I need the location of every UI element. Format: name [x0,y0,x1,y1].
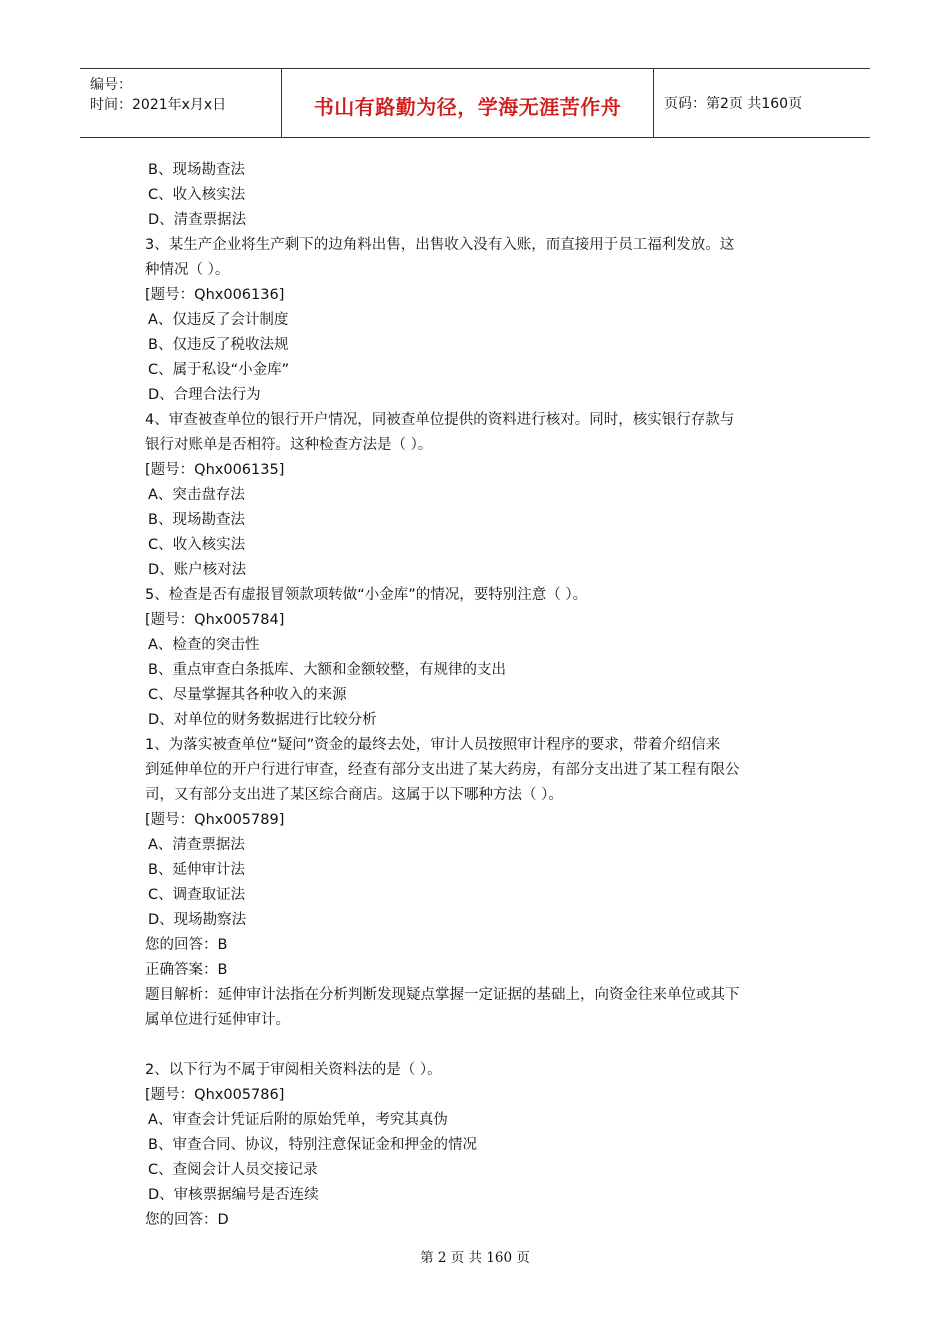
question-id: [题号：Qhx005789] [145,812,285,828]
question-text: 4、审查被查单位的银行开户情况，同被查单位提供的资料进行核对。同时，核实银行存款与 [145,412,735,428]
answer-option: C、属于私设“小金库” [148,362,290,378]
question-text: 正确答案：B [145,962,228,978]
page-footer: 第 2 页 共 160 页 [420,1250,530,1266]
question-text: 种情况（ ）。 [145,262,230,278]
answer-option: B、审查合同、协议，特别注意保证金和押金的情况 [148,1137,477,1153]
header-motto-cell [281,69,654,137]
answer-option: D、账户核对法 [148,562,247,578]
question-text: 2、以下行为不属于审阅相关资料法的是（ ）。 [145,1062,442,1078]
answer-option: A、清查票据法 [148,837,245,853]
answer-option: B、仅违反了税收法规 [148,337,289,353]
question-text: 到延伸单位的开户行进行审查，经查有部分支出进了某大药房，有部分支出进了某工程有限公 [145,762,740,778]
answer-option: B、重点审查白条抵库、大额和金额较整，有规律的支出 [148,662,506,678]
document-number-label: 编号： [90,77,132,93]
question-text: 司，又有部分支出进了某区综合商店。这属于以下哪种方法（ ）。 [145,787,563,803]
answer-option: C、尽量掌握其各种收入的来源 [148,687,347,703]
answer-option: A、仅违反了会计制度 [148,312,289,328]
answer-option: B、现场勘查法 [148,162,245,178]
header-meta [80,69,280,137]
answer-option: C、查阅会计人员交接记录 [148,1162,318,1178]
header-page-cell [654,69,870,137]
answer-option: A、检查的突击性 [148,637,260,653]
question-text: 5、检查是否有虚报冒领款项转做“小金库”的情况，要特别注意（ ）。 [145,587,588,603]
answer-option: D、合理合法行为 [148,387,261,403]
question-text: 1、为落实被查单位“疑问”资金的最终去处，审计人员按照审计程序的要求，带着介绍信来 [145,737,721,753]
header-page-info: 页码：第2页 共160页 [664,96,803,112]
question-id: [题号：Qhx005784] [145,612,285,628]
question-text: 属单位进行延伸审计。 [145,1012,290,1028]
answer-option: D、对单位的财务数据进行比较分析 [148,712,377,728]
page-header [80,68,870,138]
answer-option: C、调查取证法 [148,887,246,903]
answer-option: C、收入核实法 [148,187,246,203]
question-id: [题号：Qhx006136] [145,287,285,303]
question-id: [题号：Qhx006135] [145,462,285,478]
answer-option: B、延伸审计法 [148,862,245,878]
question-text: 3、某生产企业将生产剩下的边角料出售，出售收入没有入账，而直接用于员工福利发放。这 [145,237,735,253]
answer-option: B、现场勘查法 [148,512,245,528]
question-text: 题目解析：延伸审计法指在分析判断发现疑点掌握一定证据的基础上，向资金往来单位或其下 [145,987,740,1003]
header-motto: 书山有路勤为径，学海无涯苦作舟 [313,95,622,119]
answer-option: A、审查会计凭证后附的原始凭单，考究其真伪 [148,1112,448,1128]
answer-option: A、突击盘存法 [148,487,245,503]
document-time: 时间：2021年x月x日 [90,97,227,113]
question-text: 您的回答：D [145,1212,229,1228]
answer-option: D、清查票据法 [148,212,247,228]
question-text: 您的回答：B [145,937,228,953]
document-body [145,158,815,1233]
question-text: 银行对账单是否相符。这种检查方法是（ ）。 [145,437,433,453]
answer-option: C、收入核实法 [148,537,246,553]
answer-option: D、审核票据编号是否连续 [148,1187,319,1203]
blank-line [145,1033,815,1058]
answer-option: D、现场勘察法 [148,912,247,928]
question-id: [题号：Qhx005786] [145,1087,285,1103]
